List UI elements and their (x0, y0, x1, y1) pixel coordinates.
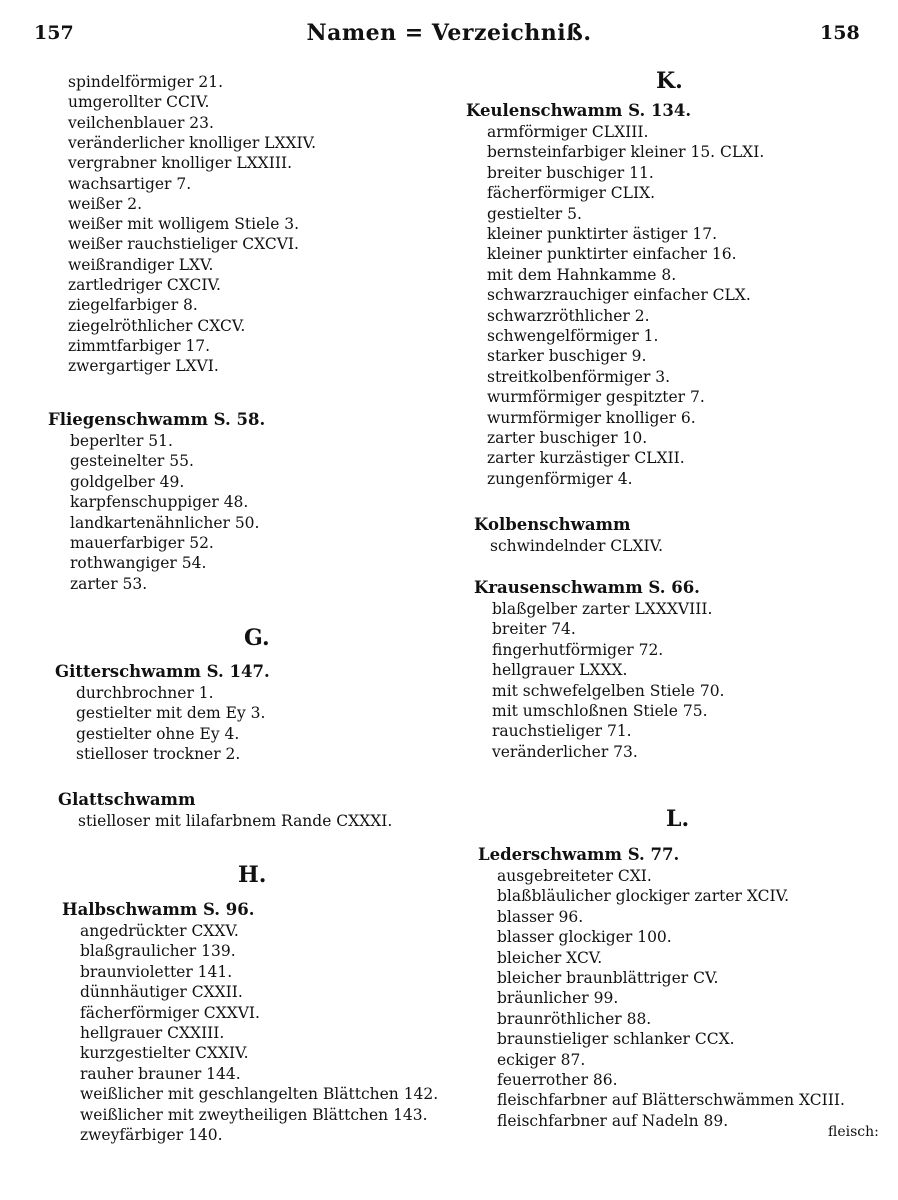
halbschwamm-entry: zweyfärbiger 140. (80, 1126, 223, 1144)
keulenschwamm-entry: fächerförmiger CLIX. (487, 184, 656, 203)
fliegenschwamm-entry: gesteinelter 55. (70, 452, 194, 471)
index-entry: weißer mit wolligem Stiele 3. (68, 215, 300, 234)
keulenschwamm-entry: schwarzröthlicher 2. (487, 306, 650, 325)
section-letter-g: G. (244, 625, 270, 651)
index-entry: zwergartiger LXVI. (68, 357, 219, 376)
gitterschwamm-heading: Gitterschwamm S. 147. (55, 662, 270, 681)
lederschwamm-entry: braunstieliger schlanker CCX. (497, 1030, 735, 1049)
kolbenschwamm-entry: schwindelnder CLXIV. (490, 537, 664, 555)
index-entry: weißer rauchstieliger CXCVI. (68, 235, 299, 254)
krausenschwamm-entry: breiter 74. (492, 620, 576, 639)
halbschwamm-entry: fächerförmiger CXXVI. (80, 1003, 260, 1022)
halbschwamm-entry: braunvioletter 141. (80, 962, 233, 981)
keulenschwamm-entry: schwarzrauchiger einfacher CLX. (487, 286, 751, 305)
index-entry: weißer 2. (68, 194, 143, 213)
keulenschwamm-entry: wurmförmiger gespitzter 7. (487, 388, 705, 407)
section-letter-k: K. (656, 68, 683, 94)
keulenschwamm-entry: zarter buschiger 10. (487, 429, 648, 447)
lederschwamm-entry: bleicher braunblättriger CV. (497, 969, 719, 987)
lederschwamm-entry: bleicher XCV. (497, 948, 603, 967)
lederschwamm-entry: eckiger 87. (497, 1050, 586, 1069)
lederschwamm-entry: bräunlicher 99. (497, 989, 619, 1008)
section-letter-l: L. (666, 806, 690, 832)
keulenschwamm-entry: zungenförmiger 4. (487, 469, 633, 488)
gitterschwamm-entry: gestielter mit dem Ey 3. (76, 704, 266, 723)
lederschwamm-heading: Lederschwamm S. 77. (478, 845, 680, 864)
krausenschwamm-entry: mit umschloßnen Stiele 75. (492, 702, 708, 720)
fliegenschwamm-heading: Fliegenschwamm S. 58. (48, 410, 266, 429)
krausenschwamm-entry: hellgrauer LXXX. (492, 661, 628, 680)
lederschwamm-entry: blasser glockiger 100. (497, 928, 672, 947)
keulenschwamm-entry: zarter kurzästiger CLXII. (487, 449, 685, 468)
index-entry: umgerollter CCIV. (68, 93, 210, 112)
kolbenschwamm-heading: Kolbenschwamm (474, 515, 631, 534)
keulenschwamm-entry: wurmförmiger knolliger 6. (487, 408, 696, 427)
index-entry: veränderlicher knolliger LXXIV. (68, 133, 317, 152)
keulenschwamm-entry: mit dem Hahnkamme 8. (487, 265, 677, 284)
halbschwamm-entry: blaßgraulicher 139. (80, 942, 236, 961)
keulenschwamm-entry: streitkolbenförmiger 3. (487, 367, 671, 386)
keulenschwamm-heading: Keulenschwamm S. 134. (466, 101, 692, 120)
halbschwamm-entry: dünnhäutiger CXXII. (80, 983, 243, 1002)
gitterschwamm-entry: stielloser trockner 2. (76, 745, 241, 764)
index-entry: veilchenblauer 23. (68, 113, 214, 132)
krausenschwamm-entry: fingerhutförmiger 72. (492, 640, 664, 659)
glattschwamm-heading: Glattschwamm (58, 790, 196, 809)
index-entry: vergrabner knolliger LXXIII. (68, 154, 292, 173)
halbschwamm-entry: hellgrauer CXXIII. (80, 1024, 225, 1042)
lederschwamm-entry: fleischfarbner auf Blätterschwämmen XCIII. (497, 1091, 845, 1110)
lederschwamm-entry: fleischfarbner auf Nadeln 89. (497, 1111, 729, 1130)
keulenschwamm-entry: armförmiger CLXIII. (487, 123, 649, 141)
keulenschwamm-entry: kleiner punktirter ästiger 17. (487, 225, 718, 243)
lederschwamm-entry: blasser 96. (497, 907, 584, 926)
fliegenschwamm-entry: karpfenschuppiger 48. (70, 493, 249, 512)
section-letter-h: H. (238, 862, 267, 888)
lederschwamm-entry: ausgebreiteter CXI. (497, 867, 652, 885)
fliegenschwamm-entry: zarter 53. (70, 574, 148, 593)
keulenschwamm-entry: bernsteinfarbiger kleiner 15. CLXI. (487, 143, 765, 162)
fliegenschwamm-entry: rothwangiger 54. (70, 554, 207, 573)
index-entry: zartledriger CXCIV. (68, 276, 221, 294)
fliegenschwamm-entry: beperlter 51. (70, 432, 173, 450)
gitterschwamm-entry: durchbrochner 1. (76, 684, 214, 702)
krausenschwamm-entry: rauchstieliger 71. (492, 722, 632, 741)
krausenschwamm-entry: blaßgelber zarter LXXXVIII. (492, 600, 713, 618)
index-entry: weißrandiger LXV. (68, 255, 214, 274)
index-entry: ziegelröthlicher CXCV. (68, 316, 246, 335)
lederschwamm-entry: braunröthlicher 88. (497, 1009, 652, 1028)
halbschwamm-entry: weißlicher mit geschlangelten Blättchen 142. (80, 1085, 439, 1104)
page-number-left: 157 (34, 22, 74, 44)
fliegenschwamm-entry: goldgelber 49. (70, 472, 185, 491)
lederschwamm-entry: blaßbläulicher glockiger zarter XCIV. (497, 887, 790, 906)
keulenschwamm-entry: starker buschiger 9. (487, 347, 647, 366)
page-title: Namen = Verzeichniß. (306, 20, 592, 46)
keulenschwamm-entry: breiter buschiger 11. (487, 163, 654, 182)
krausenschwamm-heading: Krausenschwamm S. 66. (474, 578, 700, 597)
index-entry: zimmtfarbiger 17. (68, 336, 211, 355)
keulenschwamm-entry: gestielter 5. (487, 204, 582, 223)
halbschwamm-entry: kurzgestielter CXXIV. (80, 1044, 249, 1063)
halbschwamm-entry: angedrückter CXXV. (80, 922, 239, 940)
catchword: fleisch: (828, 1124, 879, 1140)
halbschwamm-entry: weißlicher mit zweytheiligen Blättchen 143. (80, 1105, 428, 1124)
gitterschwamm-entry: gestielter ohne Ey 4. (76, 724, 240, 743)
index-entry: spindelförmiger 21. (68, 73, 224, 91)
halbschwamm-entry: rauher brauner 144. (80, 1064, 241, 1083)
krausenschwamm-entry: veränderlicher 73. (492, 742, 638, 761)
krausenschwamm-entry: mit schwefelgelben Stiele 70. (492, 681, 725, 700)
index-entry: ziegelfarbiger 8. (68, 296, 198, 315)
index-entry: wachsartiger 7. (68, 174, 192, 193)
keulenschwamm-entry: kleiner punktirter einfacher 16. (487, 245, 737, 264)
keulenschwamm-entry: schwengelförmiger 1. (487, 327, 659, 345)
halbschwamm-heading: Halbschwamm S. 96. (62, 900, 255, 919)
fliegenschwamm-entry: landkartenähnlicher 50. (70, 513, 260, 532)
page-number-right: 158 (820, 22, 860, 44)
fliegenschwamm-entry: mauerfarbiger 52. (70, 534, 214, 552)
glattschwamm-entry: stielloser mit lilafarbnem Rande CXXXI. (78, 812, 393, 830)
lederschwamm-entry: feuerrother 86. (497, 1071, 618, 1089)
